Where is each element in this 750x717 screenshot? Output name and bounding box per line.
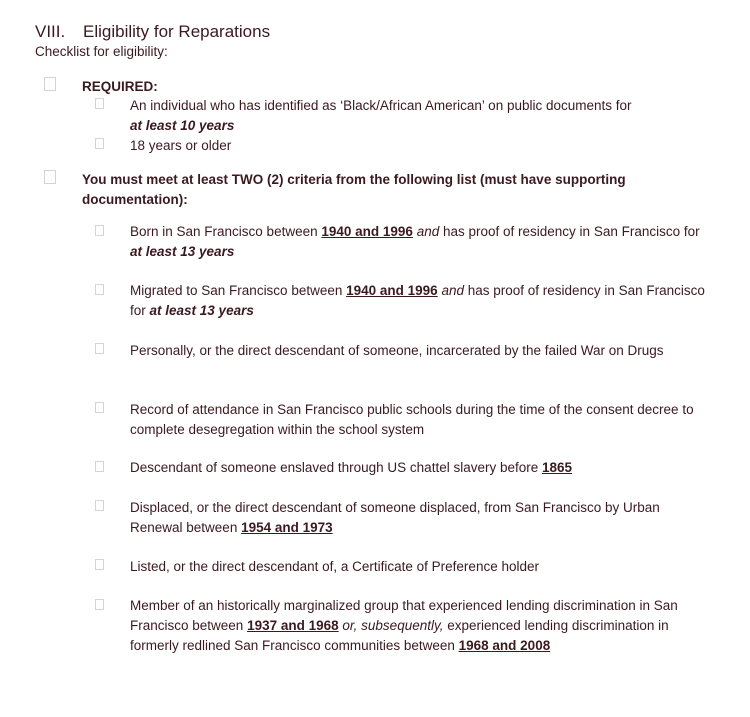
section-title: Eligibility for Reparations [83,22,271,41]
criterion-1 [130,222,705,262]
required-item-1-checkbox[interactable] [95,98,104,109]
criterion-5-text: Descendant of someone enslaved through US chattel slavery before [130,460,542,475]
criterion-2-text: Migrated to San Francisco between [130,283,347,298]
criteria-checkbox[interactable] [44,170,56,184]
criterion-2-years: 1940 and 1996 [346,283,438,298]
criterion-8-years-1: 1937 and 1968 [247,618,339,633]
criterion-6-text: Displaced, or the direct descendant of someone displaced, from San Francisco by Urban Renewal between [130,500,660,535]
criterion-2 [130,281,705,321]
criterion-7: Listed, or the direct descendant of, a Certificate of Preference holder [130,559,539,574]
required-item-1-text: An individual who has identified as ‘Black/African American’ on public documents for [130,98,632,113]
criteria-label: You must meet at least TWO (2) criteria from the following list (must have supporting documentation): [82,172,626,207]
section-subtitle: Checklist for eligibility: [35,44,168,59]
criterion-4-checkbox[interactable] [95,402,104,413]
criterion-2-and: and [441,283,464,298]
criterion-8-or: or, subsequently, [342,618,444,633]
criterion-8-text-2: experienced lending discrimination in formerly redlined San Francisco communities between [130,618,669,653]
criterion-6-checkbox[interactable] [95,500,104,511]
criterion-4: Record of attendance in San Francisco public schools during the time of the consent decree to complete desegregation within the school system [130,402,694,437]
criterion-3-checkbox[interactable] [95,343,104,354]
required-item-2-checkbox[interactable] [95,138,104,149]
required-item-1-emphasis: at least 10 years [130,118,235,133]
criterion-2-text-2: has proof of residency in San Francisco for [130,283,705,318]
criterion-1-emphasis: at least 13 years [130,244,235,259]
required-item-2: 18 years or older [130,138,232,153]
criterion-5-year: 1865 [542,460,573,475]
criterion-7-checkbox[interactable] [95,559,104,570]
criterion-1-checkbox[interactable] [95,225,104,236]
criterion-1-text: Born in San Francisco between [130,224,322,239]
criterion-1-years: 1940 and 1996 [321,224,413,239]
section-heading [35,20,270,44]
section-number: VIII. [35,22,66,41]
required-checkbox[interactable] [44,77,56,91]
criterion-2-checkbox[interactable] [95,284,104,295]
criterion-5-checkbox[interactable] [95,461,104,472]
criterion-6-years: 1954 and 1973 [241,520,333,535]
criterion-8-years-2: 1968 and 2008 [458,638,551,653]
required-label: REQUIRED: [82,79,158,94]
criterion-1-and: and [416,224,440,239]
required-item-1 [130,96,710,136]
criterion-5 [130,458,705,478]
criterion-8 [130,596,710,656]
criterion-8-text: Member of an historically marginalized group that experienced lending discrimination in San Francisco between [130,598,678,633]
criterion-6 [130,498,690,538]
criterion-1-text-2: has proof of residency in San Francisco for [439,224,700,239]
criterion-8-checkbox[interactable] [95,599,104,610]
criterion-2-emphasis: at least 13 years [149,303,254,318]
criterion-3: Personally, or the direct descendant of someone, incarcerated by the failed War on Drugs [130,343,664,358]
